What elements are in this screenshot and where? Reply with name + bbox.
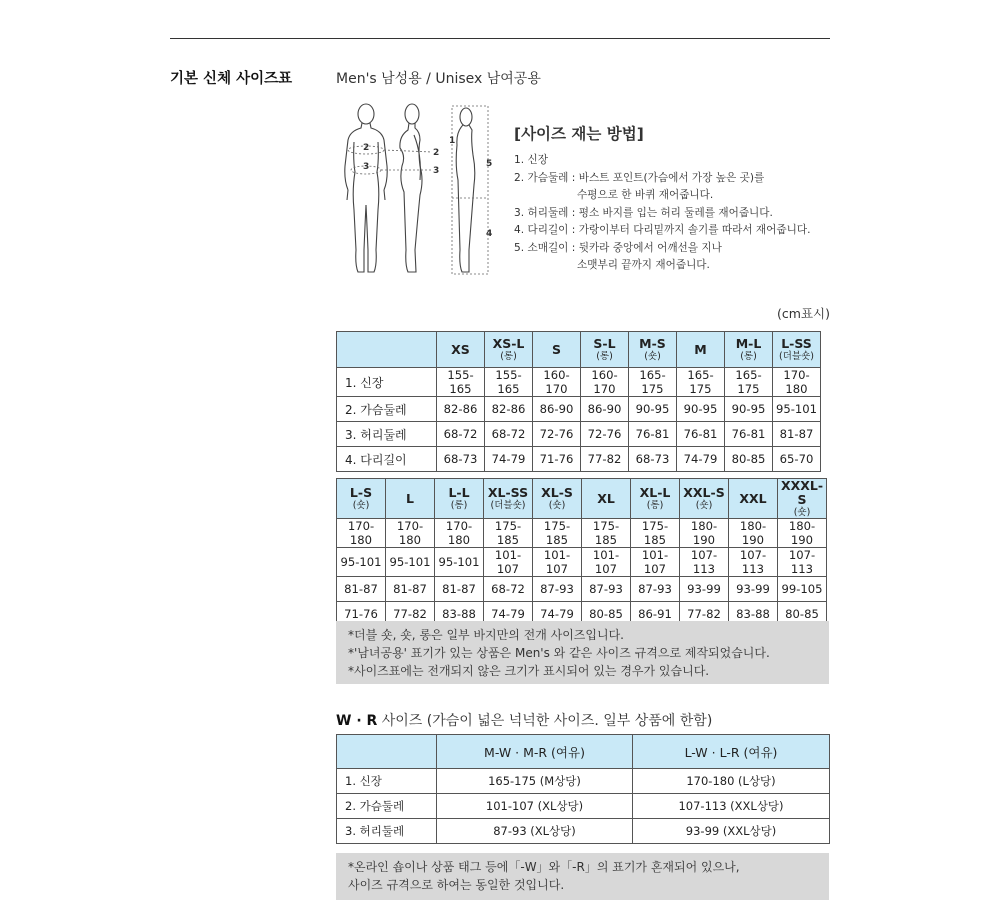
table-cell: 87-93 (XL상당) bbox=[437, 819, 633, 844]
table-cell: 170-180 bbox=[337, 519, 386, 548]
table-row bbox=[337, 548, 827, 577]
howto-title: [사이즈 재는 방법] bbox=[514, 125, 644, 143]
figure-marker-4: 4 bbox=[486, 229, 493, 239]
table-cell: 86-91 bbox=[631, 602, 680, 627]
table-cell: 68-73 bbox=[437, 447, 485, 472]
note-line: *사이즈표에는 전개되지 않은 크기가 표시되어 있는 경우가 있습니다. bbox=[348, 664, 710, 678]
table-cell: 180-190 bbox=[680, 519, 729, 548]
table-row bbox=[337, 794, 830, 819]
table-cell: 101-107 bbox=[484, 548, 533, 577]
size-header: XXL bbox=[729, 479, 778, 519]
table-cell: 68-72 bbox=[485, 422, 533, 447]
table-cell: 86-90 bbox=[533, 397, 581, 422]
table-cell: 107-113 bbox=[729, 548, 778, 577]
note-line: *온라인 숍이나 상품 태그 등에「-W」와「-R」의 표기가 혼재되어 있으나, bbox=[348, 860, 740, 874]
howto-line: 소맷부리 끝까지 재어줍니다. bbox=[577, 259, 710, 271]
figure-marker-3b: 3 bbox=[433, 166, 440, 176]
table-cell: 155-165 bbox=[485, 368, 533, 397]
table-cell: 170-180 bbox=[773, 368, 821, 397]
note-line: *더블 숏, 숏, 롱은 일부 바지만의 전개 사이즈입니다. bbox=[348, 628, 624, 642]
table-cell: 74-79 bbox=[485, 447, 533, 472]
table-cell: 107-113 (XXL상당) bbox=[633, 794, 830, 819]
table-cell: 165-175 (M상당) bbox=[437, 769, 633, 794]
table-row bbox=[337, 769, 830, 794]
howto-line: 5. 소매길이 : 뒷카라 중앙에서 어깨선을 지나 bbox=[514, 241, 722, 254]
table-cell: 160-170 bbox=[581, 368, 629, 397]
size-header: M-S (숏) bbox=[629, 332, 677, 368]
table-cell: 107-113 bbox=[778, 548, 827, 577]
table-cell: 81-87 bbox=[773, 422, 821, 447]
table-cell: 72-76 bbox=[581, 422, 629, 447]
table-cell: 170-180 (L상당) bbox=[633, 769, 830, 794]
table-cell: 155-165 bbox=[437, 368, 485, 397]
table-cell: 180-190 bbox=[778, 519, 827, 548]
table-cell: 77-82 bbox=[581, 447, 629, 472]
table-cell: 101-107 bbox=[582, 548, 631, 577]
table-cell: 175-185 bbox=[484, 519, 533, 548]
wr-size-header: M-W · M-R (여유) bbox=[437, 735, 633, 769]
row-label: 3. 허리둘레 bbox=[337, 422, 437, 447]
table-cell: 95-101 bbox=[337, 548, 386, 577]
table-cell: 68-72 bbox=[437, 422, 485, 447]
table-cell: 99-105 bbox=[778, 577, 827, 602]
table-cell: 160-170 bbox=[533, 368, 581, 397]
table-cell: 77-82 bbox=[680, 602, 729, 627]
wr-size-title: W · R 사이즈 (가슴이 넓은 넉넉한 사이즈. 일부 상품에 한함) bbox=[336, 713, 713, 729]
table-cell: 95-101 bbox=[386, 548, 435, 577]
table-cell: 165-175 bbox=[629, 368, 677, 397]
table-cell: 80-85 bbox=[582, 602, 631, 627]
row-label: 1. 신장 bbox=[337, 769, 437, 794]
table-cell: 80-85 bbox=[725, 447, 773, 472]
wr-size-header: L-W · L-R (여유) bbox=[633, 735, 830, 769]
table-cell: 101-107 (XL상당) bbox=[437, 794, 633, 819]
size-header: S bbox=[533, 332, 581, 368]
figure-marker-1: 1 bbox=[449, 136, 456, 146]
table-cell: 101-107 bbox=[631, 548, 680, 577]
table-cell: 93-99 bbox=[680, 577, 729, 602]
table-corner-cell bbox=[337, 332, 437, 368]
figure-marker-3: 3 bbox=[363, 162, 370, 172]
size-header: XL-SS (더블숏) bbox=[484, 479, 533, 519]
top-divider bbox=[170, 38, 830, 39]
table-cell: 90-95 bbox=[629, 397, 677, 422]
table-cell: 175-185 bbox=[533, 519, 582, 548]
table-cell: 83-88 bbox=[729, 602, 778, 627]
howto-line: 1. 신장 bbox=[514, 154, 548, 166]
size-header: L bbox=[386, 479, 435, 519]
table-cell: 65-70 bbox=[773, 447, 821, 472]
table-cell: 76-81 bbox=[629, 422, 677, 447]
table-cell: 68-72 bbox=[484, 577, 533, 602]
size-table-2 bbox=[336, 478, 827, 627]
size-header: XS bbox=[437, 332, 485, 368]
table-row bbox=[337, 519, 827, 548]
table-cell: 170-180 bbox=[386, 519, 435, 548]
body-measurement-figure-icon bbox=[336, 100, 506, 282]
row-label: 2. 가슴둘레 bbox=[337, 794, 437, 819]
wr-size-table bbox=[336, 734, 830, 844]
table-cell: 86-90 bbox=[581, 397, 629, 422]
table-cell: 165-175 bbox=[677, 368, 725, 397]
howto-line: 4. 다리길이 : 가랑이부터 다리밑까지 솔기를 따라서 재어줍니다. bbox=[514, 224, 811, 236]
table-cell: 87-93 bbox=[533, 577, 582, 602]
table-row bbox=[337, 577, 827, 602]
size-header: XXL-S (숏) bbox=[680, 479, 729, 519]
table-row bbox=[337, 422, 821, 447]
size-header: L-SS (더블숏) bbox=[773, 332, 821, 368]
size-header: XL bbox=[582, 479, 631, 519]
table-cell: 101-107 bbox=[533, 548, 582, 577]
table-cell: 77-82 bbox=[386, 602, 435, 627]
table-cell: 71-76 bbox=[337, 602, 386, 627]
table-cell: 87-93 bbox=[631, 577, 680, 602]
size-table-1 bbox=[336, 331, 821, 472]
size-header: M-L (롱) bbox=[725, 332, 773, 368]
howto-line: 3. 허리둘레 : 평소 바지를 입는 허리 둘레를 재어줍니다. bbox=[514, 206, 773, 219]
row-label: 2. 가슴둘레 bbox=[337, 397, 437, 422]
size-header: XL-S (숏) bbox=[533, 479, 582, 519]
table-cell: 72-76 bbox=[533, 422, 581, 447]
size-header: XXXL-S (숏) bbox=[778, 479, 827, 519]
table-cell: 87-93 bbox=[582, 577, 631, 602]
table-cell: 93-99 (XXL상당) bbox=[633, 819, 830, 844]
table-cell: 74-79 bbox=[677, 447, 725, 472]
size-header: XS-L (롱) bbox=[485, 332, 533, 368]
table-cell: 76-81 bbox=[677, 422, 725, 447]
table-cell: 107-113 bbox=[680, 548, 729, 577]
figure-marker-2b: 2 bbox=[433, 148, 440, 158]
table-row bbox=[337, 819, 830, 844]
table-cell: 82-86 bbox=[485, 397, 533, 422]
table-row bbox=[337, 368, 821, 397]
table-cell: 82-86 bbox=[437, 397, 485, 422]
size-header: M bbox=[677, 332, 725, 368]
table-cell: 81-87 bbox=[435, 577, 484, 602]
row-label: 4. 다리길이 bbox=[337, 447, 437, 472]
wr-notes bbox=[336, 853, 829, 900]
unit-note: (cm표시) bbox=[777, 306, 830, 321]
table-cell: 81-87 bbox=[386, 577, 435, 602]
row-label: 3. 허리둘레 bbox=[337, 819, 437, 844]
table-cell: 180-190 bbox=[729, 519, 778, 548]
figure-marker-2: 2 bbox=[363, 143, 370, 153]
note-line: *'남녀공용' 표기가 있는 상품은 Men's 와 같은 사이즈 규격으로 제작되었습니다. bbox=[348, 646, 770, 660]
table-corner-cell bbox=[337, 735, 437, 769]
row-label: 1. 신장 bbox=[337, 368, 437, 397]
table-cell: 74-79 bbox=[484, 602, 533, 627]
size-notes bbox=[336, 621, 829, 684]
table-cell: 93-99 bbox=[729, 577, 778, 602]
table-cell: 175-185 bbox=[582, 519, 631, 548]
table-cell: 90-95 bbox=[677, 397, 725, 422]
table-cell: 81-87 bbox=[337, 577, 386, 602]
size-header: L-S (숏) bbox=[337, 479, 386, 519]
figure-marker-5: 5 bbox=[486, 159, 493, 169]
table-cell: 83-88 bbox=[435, 602, 484, 627]
table-cell: 90-95 bbox=[725, 397, 773, 422]
table-cell: 80-85 bbox=[778, 602, 827, 627]
section-title: 기본 신체 사이즈표 bbox=[170, 71, 293, 87]
table-cell: 76-81 bbox=[725, 422, 773, 447]
table-cell: 95-101 bbox=[435, 548, 484, 577]
table-cell: 95-101 bbox=[773, 397, 821, 422]
howto-list bbox=[514, 152, 810, 275]
size-header: XL-L (롱) bbox=[631, 479, 680, 519]
table-cell: 74-79 bbox=[533, 602, 582, 627]
size-header: L-L (롱) bbox=[435, 479, 484, 519]
table-cell: 170-180 bbox=[435, 519, 484, 548]
table-cell: 165-175 bbox=[725, 368, 773, 397]
table-row bbox=[337, 397, 821, 422]
table-cell: 68-73 bbox=[629, 447, 677, 472]
table-row bbox=[337, 447, 821, 472]
howto-line: 2. 가슴둘레 : 바스트 포인트(가슴에서 가장 높은 곳)를 bbox=[514, 171, 765, 184]
size-chart-subtitle: Men's 남성용 / Unisex 남여공용 bbox=[336, 71, 541, 87]
size-header: S-L (롱) bbox=[581, 332, 629, 368]
howto-line: 수평으로 한 바퀴 재어줍니다. bbox=[577, 189, 714, 201]
table-cell: 175-185 bbox=[631, 519, 680, 548]
table-cell: 71-76 bbox=[533, 447, 581, 472]
note-line: 사이즈 규격으로 하여는 동일한 것입니다. bbox=[348, 878, 565, 892]
